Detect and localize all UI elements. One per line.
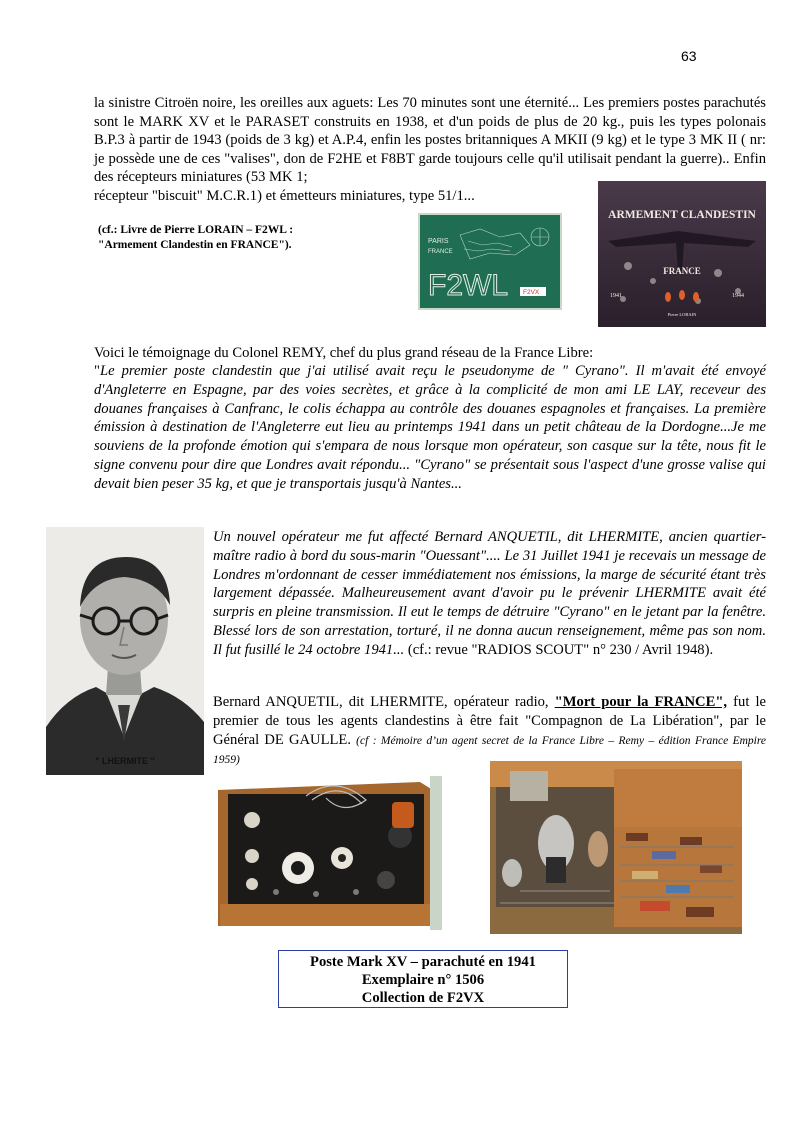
caption-line-1: Poste Mark XV – parachuté en 1941 xyxy=(310,954,536,970)
f2wl-card-callsign: F2WL xyxy=(428,269,509,302)
remy-testimony-quote xyxy=(94,362,766,494)
radios-scout-reference: (cf.: revue "RADIOS SCOUT" n° 230 / Avril 1948). xyxy=(404,641,714,658)
caption-line-2: Exemplaire n° 1506 xyxy=(361,972,485,988)
mort-pour-la-france: "Mort pour la FRANCE", xyxy=(554,694,728,710)
f2wl-card-city-1: PARIS xyxy=(428,238,449,245)
f2wl-card-badge: F2VX xyxy=(523,289,540,296)
mark-xv-radio-top-image xyxy=(216,776,442,930)
book-cover-author: Pierre LORAIN xyxy=(667,312,697,317)
lhermite-paragraph xyxy=(213,528,766,660)
compagnon-paragraph xyxy=(213,693,766,770)
radio-caption-box xyxy=(278,950,568,1008)
lhermite-portrait-image xyxy=(46,527,204,775)
book-cover-year-start: 1941 xyxy=(610,293,622,299)
compagnon-start: Bernard ANQUETIL, dit LHERMITE, opérateur radio, xyxy=(213,694,555,710)
book-reference xyxy=(98,223,398,253)
quote-open-mark: " xyxy=(94,363,100,379)
mark-xv-radio-interior-image xyxy=(490,761,742,934)
book-cover-country: FRANCE xyxy=(663,266,701,276)
book-cover-image xyxy=(598,181,766,327)
testimony-intro: Voici le témoignage du Colonel REMY, chef du plus grand réseau de la France Libre: xyxy=(94,345,594,361)
memoire-source: (cf : Mémoire d’un agent secret de la France Libre – Remy – édition France Empire 1959) xyxy=(213,734,766,767)
book-reference-line-2: "Armement Clandestin en FRANCE"). xyxy=(98,239,292,251)
f2wl-qsl-card-image xyxy=(418,213,562,310)
compagnon-middle: fut le premier de tous les agents clandestins à être fait "Compagnon de La Libération", par le Général DE GAULLE. xyxy=(213,694,766,748)
book-cover-year-end: 1944 xyxy=(732,293,744,299)
lhermite-italic-text: Un nouvel opérateur me fut affecté Bernard ANQUETIL, dit LHERMITE, ancien quartier-maître radio à bord du sous-marin "Ouessant".... Le 31 Juillet 1941 je recevais un message de Londres m'ordonnant de cesser immédiatement nos émissions, la marge de sécurité étant très largement dépassée. Malheureusement avant d'avoir pu le prévenir LHERMITE avait été surpris en pleine transmission. Il eut le temps de détruire "Cyrano" en le jetant par la fenêtre. Blessé lors de son arrestation, torturé, il ne donna aucun renseignement, même pas son nom. Il fut fusillé le 24 octobre 1941... xyxy=(213,529,766,658)
caption-line-3: Collection de F2VX xyxy=(361,990,485,1006)
portrait-caption: " LHERMITE " xyxy=(95,756,155,766)
page-number: 63 xyxy=(681,48,697,64)
book-cover-title: ARMEMENT CLANDESTIN xyxy=(608,209,756,221)
quote-text: Le premier poste clandestin que j'ai utilisé avait reçu le pseudonyme de " Cyrano". Il m'avait été envoyé d'Angleterre en Espagne, par des voies secrètes, et grâce à la complicité de mon ami LE LAY, receveur des douanes françaises à Canfranc, le colis échappa au contrôle des douanes espagnoles et françaises. La première émission à destination de l'Angleterre eut lieu au printemps 1941 dans un petit château de la Dordogne...Je me souviens de la profonde émotion qui s'empara de nous lorsque mon opérateur, son casque sur la tête, nous fit le signe convenu pour dire que Londres avait répondu... "Cyrano" se présentait sous l'aspect d'une grosse valise qui devait bien peser 35 kg, et que je transportais jusqu'à Nantes... xyxy=(94,363,766,492)
paragraph-intro: la sinistre Citroën noire, les oreilles aux aguets: Les 70 minutes sont une éternité... Les premiers postes parachutés sont le MARK XV et le PARASET construits en 1938, et d'un poids de plus de 20 kg., puis les types polonais B.P.3 à partir de 1943 (poids de 3 kg) et A.P.4, enfin les postes britanniques A MKII (9 kg) et le type 3 MK II ( nr: je possède une de ces "valises", don de F2HE et F8BT garde toujours celle qu'il utilisait pendant la guerre).. Enfin des récepteurs miniatures (53 MK 1; xyxy=(94,95,766,186)
paragraph-intro-end: récepteur "biscuit" M.C.R.1) et émetteurs miniatures, type 51/1... xyxy=(94,188,475,204)
book-reference-line-1: (cf.: Livre de Pierre LORAIN – F2WL : xyxy=(98,224,294,236)
f2wl-card-city-2: FRANCE xyxy=(428,249,453,255)
